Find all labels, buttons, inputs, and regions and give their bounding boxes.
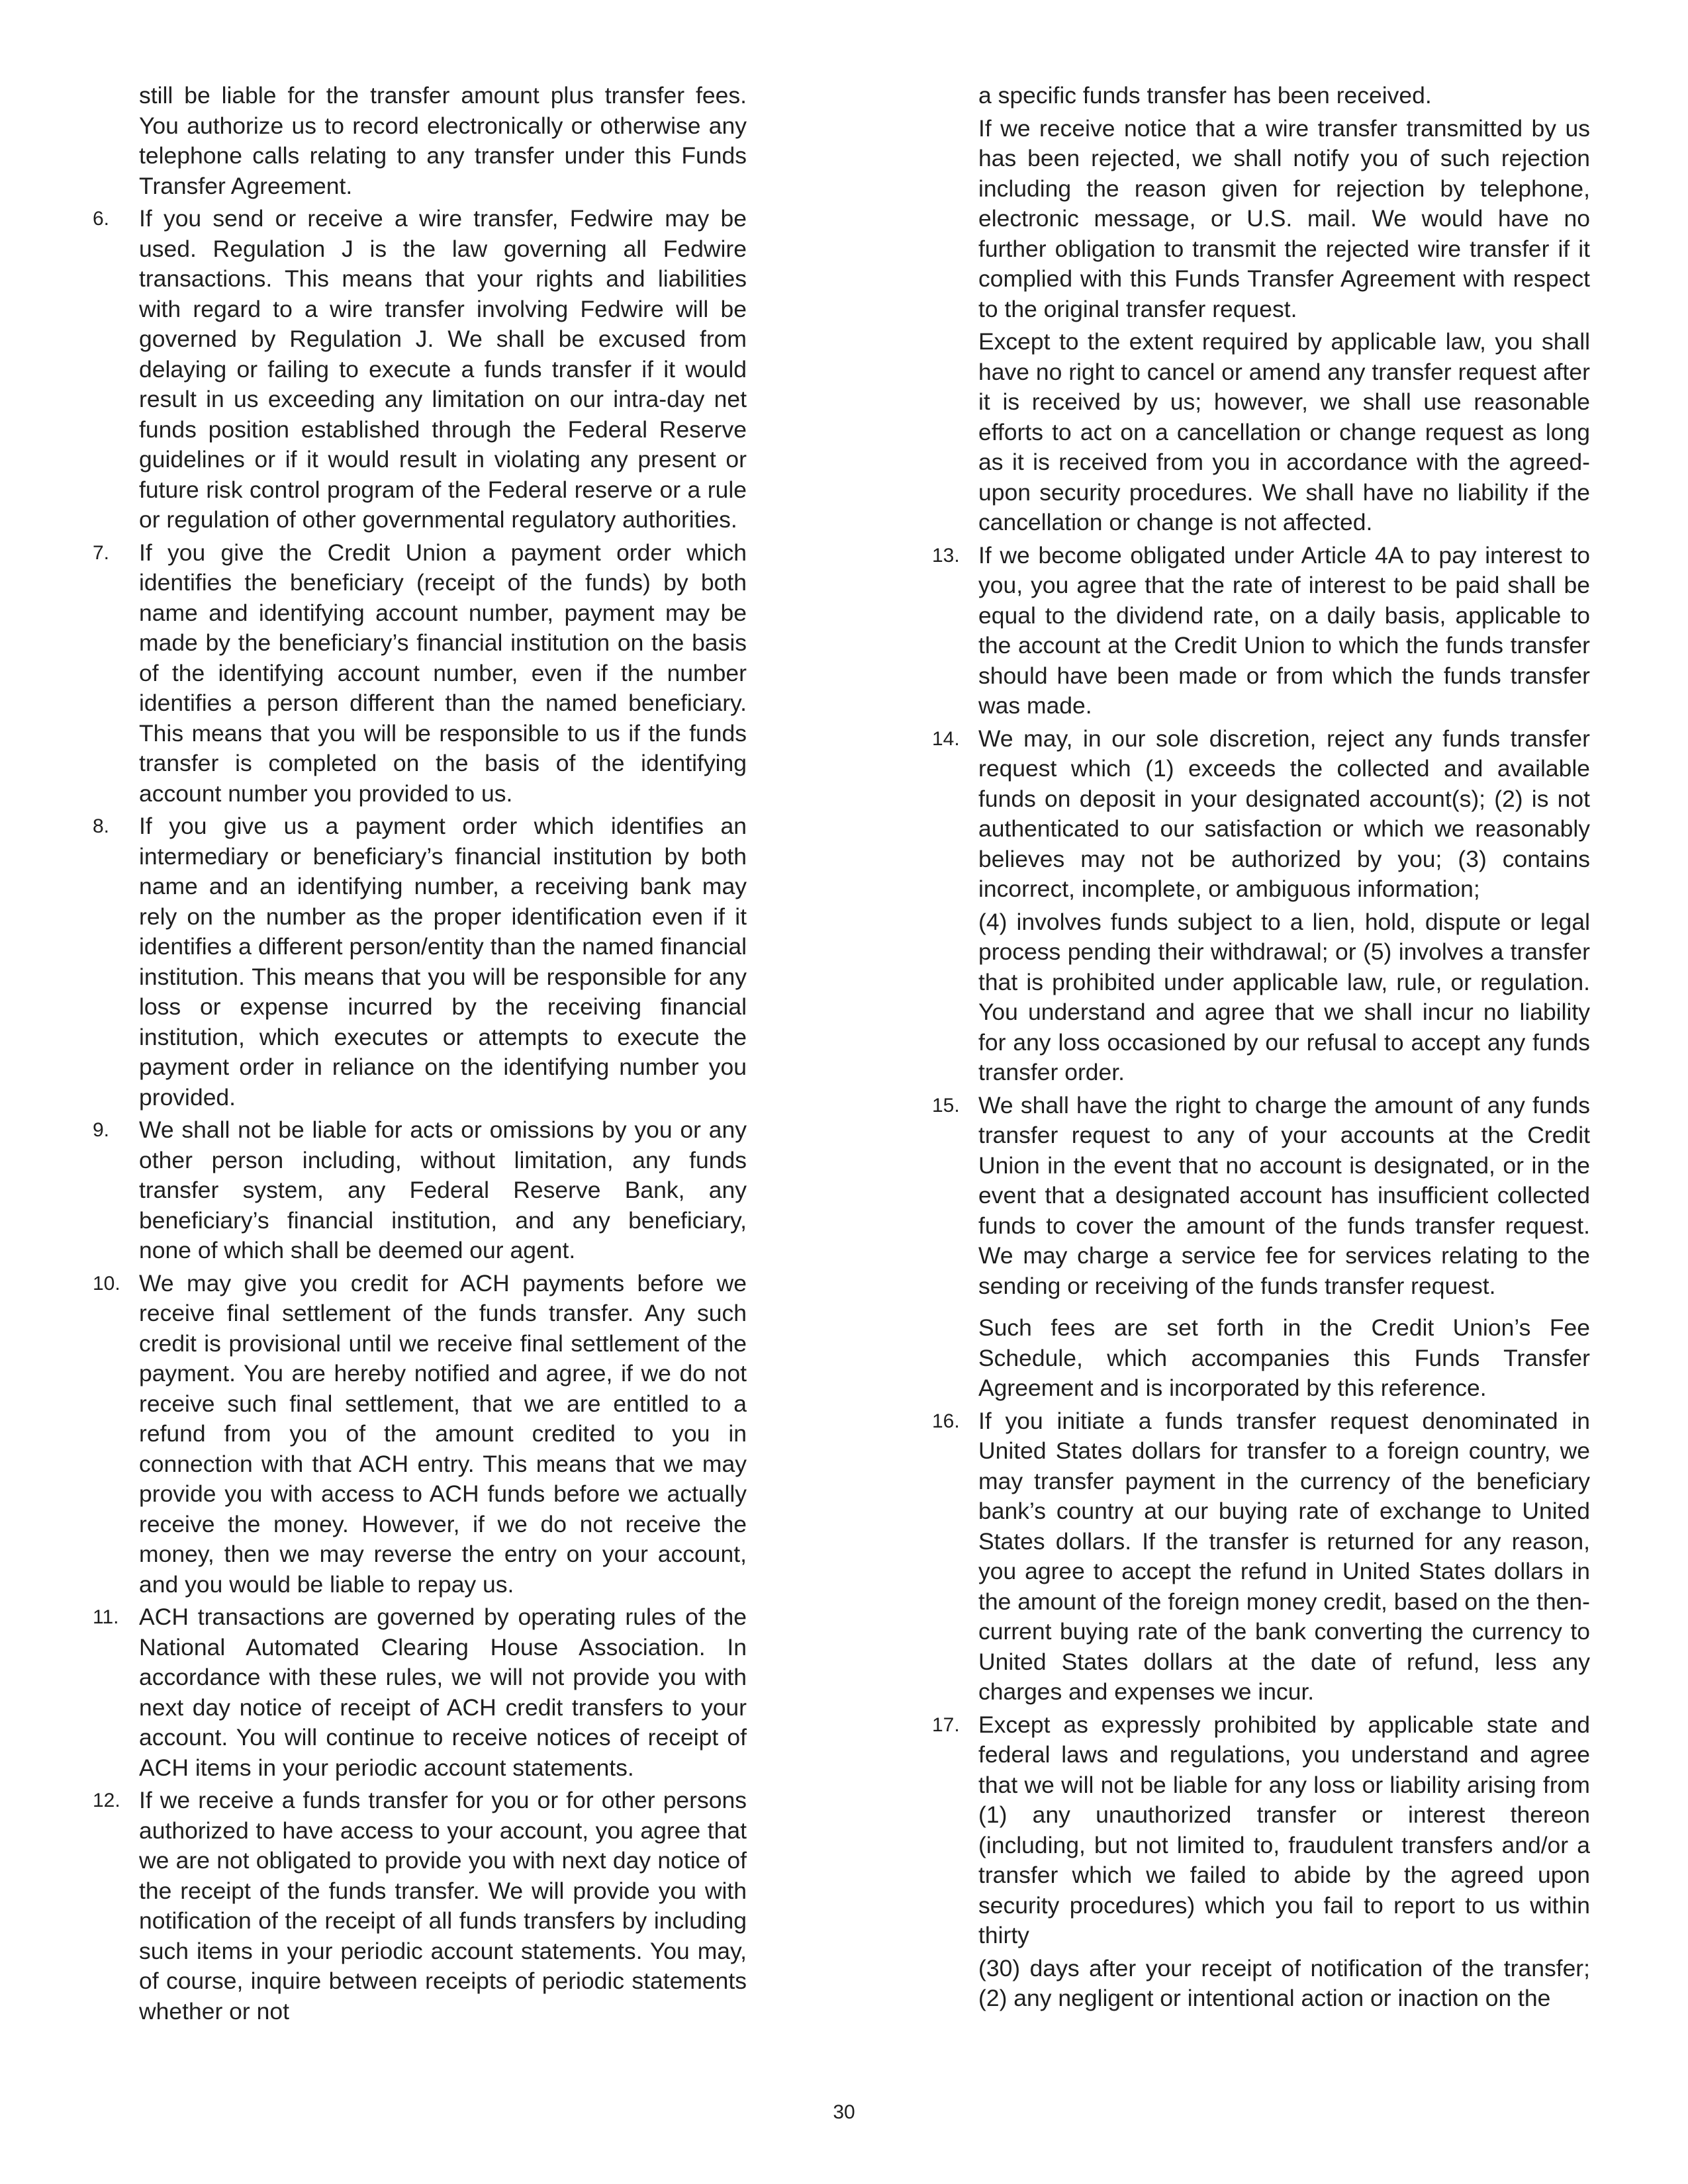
list-item-15 bbox=[932, 1091, 1590, 1404]
item-continuation: (4) involves funds subject to a lien, hold, dispute or legal process pending their withdrawal; or (5) involves a transfer that is prohibited under applicable law, rule, or regulation. You understand and agree that we shall incur no liability for any loss occasioned by our refusal to accept any funds transfer order. bbox=[978, 908, 1590, 1085]
list-item-7 bbox=[93, 538, 747, 809]
continuation-paragraph: a specific funds transfer has been received. bbox=[978, 82, 1432, 109]
page-number: 30 bbox=[833, 2101, 855, 2123]
item-text: ACH transactions are governed by operating rules of the National Automated Clearing House Association. In accordance with these rules, we will not provide you with next day notice of receipt of ACH credit transfers to your account. You will continue to receive notices of receipt of ACH items in your periodic account statements. bbox=[139, 1604, 747, 1781]
item-continuation: Such fees are set forth in the Credit Union’s Fee Schedule, which accompanies this Funds Transfer Agreement and is incorporated by this reference. bbox=[978, 1314, 1590, 1401]
item-text: If we become obligated under Article 4A to pay interest to you, you agree that the rate of interest to be paid shall be equal to the dividend rate, on a daily basis, applicable to the account at the Credit Union to which the funds transfer should have been made or from which the funds transfer was made. bbox=[978, 541, 1590, 719]
list-item-13 bbox=[932, 541, 1590, 721]
item-number: 16. bbox=[932, 1410, 960, 1432]
item-number: 6. bbox=[93, 208, 110, 230]
item-text: If you give us a payment order which identifies an intermediary or beneficiary’s financial institution by both name and an identifying number, a receiving bank may rely on the number as the proper identification even if it identifies a different person/entity than the named financial institution. This means that you will be responsible for any loss or expense incurred by the receiving financial institution, which executes or attempts to execute the payment order in reliance on the identifying number you provided. bbox=[139, 813, 747, 1111]
item-number: 13. bbox=[932, 544, 960, 567]
item-text: If you give the Credit Union a payment order which identifies the beneficiary (receipt of the funds) by both name and identifying account number, payment may be made by the beneficiary’s financial institution on the basis of the identifying account number, even if the number identifies a person different than the named beneficiary. This means that you will be responsible to us if the funds transfer is completed on the basis of the identifying account number you provided to us. bbox=[139, 539, 747, 807]
item-text: We may, in our sole discretion, reject any funds transfer request which (1) exceeds the collected and available funds on deposit in your designated account(s); (2) is not authenticated to our satisfaction or which we reasonably believes may not be authorized by you; (3) contains incorrect, incomplete, or ambiguous information; bbox=[978, 725, 1590, 902]
item-text: If we receive a funds transfer for you or for other persons authorized to have access to your account, you agree that we are not obligated to provide you with next day notice of the receipt of the funds transfer. We will provide you with notification of the receipt of all funds transfers by including such items in your periodic account statements. You may, of course, inquire between receipts of periodic statements whether or not bbox=[139, 1787, 747, 2025]
item-text: We shall not be liable for acts or omissions by you or any other person including, without limitation, any funds transfer system, any Federal Reserve Bank, any beneficiary’s financial institution, and any beneficiary, none of which shall be deemed our agent. bbox=[139, 1116, 747, 1263]
list-item-16 bbox=[932, 1406, 1590, 1707]
list-item-11 bbox=[93, 1602, 747, 1783]
item-number: 11. bbox=[93, 1606, 119, 1628]
left-column bbox=[93, 81, 747, 2029]
item-number: 7. bbox=[93, 541, 110, 564]
item-text: We may give you credit for ACH payments before we receive final settlement of the funds transfer. Any such credit is provisional until we receive final settlement of the payment. You are hereby notified and agree, if we do not receive such final settlement, that we are entitled to a refund from you of the amount credited to you in connection with that ACH entry. This means that we may provide you with access to ACH funds before we actually receive the money. However, if we do not receive the money, then we may reverse the entry on your account, and you would be liable to repay us. bbox=[139, 1269, 747, 1598]
item-number: 8. bbox=[93, 815, 110, 837]
item-text: Except as expressly prohibited by applicable state and federal laws and regulations, you understand and agree that we will not be liable for any loss or liability arising from (1) any unauthorized transfer or interest thereon (including, but not limited to, fraudulent transfers and/or a transfer which we failed to abide by the agreed upon security procedures) which you fail to report to us within thirty bbox=[978, 1711, 1590, 1948]
item-12-paragraph: Except to the extent required by applicable law, you shall have no right to cancel or amend any transfer request after it is received by us; however, we shall use reasonable efforts to act on a cancellation or change request as long as it is received from you in accordance with the agreed-upon security procedures. We shall have no liability if the cancellation or change is not affected. bbox=[978, 328, 1590, 535]
item-number: 9. bbox=[93, 1119, 110, 1141]
item-number: 14. bbox=[932, 727, 960, 750]
list-item-14 bbox=[932, 724, 1590, 1088]
item-number: 12. bbox=[93, 1790, 120, 1811]
item-text: If you initiate a funds transfer request denominated in United States dollars for transfer to a foreign country, we may transfer payment in the currency of the beneficiary bank’s country at our buying rate of exchange to United States dollars. If the transfer is returned for any reason, you agree to accept the refund in United States dollars in the amount of the foreign money credit, based on the then-current buying rate of the bank converting the currency to United States dollars at the date of refund, less any charges and expenses we incur. bbox=[978, 1407, 1590, 1705]
list-item-12 bbox=[93, 1786, 747, 2026]
continuation-paragraph: still be liable for the transfer amount plus transfer fees. You authorize us to record electronically or otherwise any telephone calls relating to any transfer under this Funds Transfer Agreement. bbox=[139, 82, 747, 199]
list-item-8 bbox=[93, 811, 747, 1113]
item-text: We shall have the right to charge the amount of any funds transfer request to any of your accounts at the Credit Union in the event that no account is designated, or in the event that a designated account has insufficient collected funds to cover the amount of the funds transfer request. We may charge a service fee for services relating to the sending or receiving of the funds transfer request. bbox=[978, 1091, 1590, 1299]
item-number: 10. bbox=[93, 1272, 120, 1295]
list-item-6 bbox=[93, 204, 747, 535]
list-item-9 bbox=[93, 1115, 747, 1266]
item-text: If you send or receive a wire transfer, Fedwire may be used. Regulation J is the law governing all Fedwire transactions. This means that your rights and liabilities with regard to a wire transfer involving Fedwire will be governed by Regulation J. We shall be excused from delaying or failing to execute a funds transfer if it would result in us exceeding any limitation on our intra-day net funds position established through the Federal Reserve guidelines or if it would result in violating any present or future risk control program of the Federal reserve or a rule or regulation of other governmental regulatory authorities. bbox=[139, 205, 747, 533]
item-12-paragraph: If we receive notice that a wire transfer transmitted by us has been rejected, we shall notify you of such rejection including the reason given for rejection by telephone, electronic message, or U.S. mail. We would have no further obligation to transmit the rejected wire transfer if it complied with this Funds Transfer Agreement with respect to the original transfer request. bbox=[978, 114, 1590, 322]
list-item-17 bbox=[932, 1710, 1590, 2014]
item-number: 15. bbox=[932, 1094, 960, 1116]
right-column bbox=[932, 81, 1590, 2017]
item-number: 17. bbox=[932, 1713, 960, 1736]
item-continuation: (30) days after your receipt of notification of the transfer; (2) any negligent or intentional action or inaction on the bbox=[978, 1954, 1590, 2011]
list-item-10 bbox=[93, 1269, 747, 1600]
